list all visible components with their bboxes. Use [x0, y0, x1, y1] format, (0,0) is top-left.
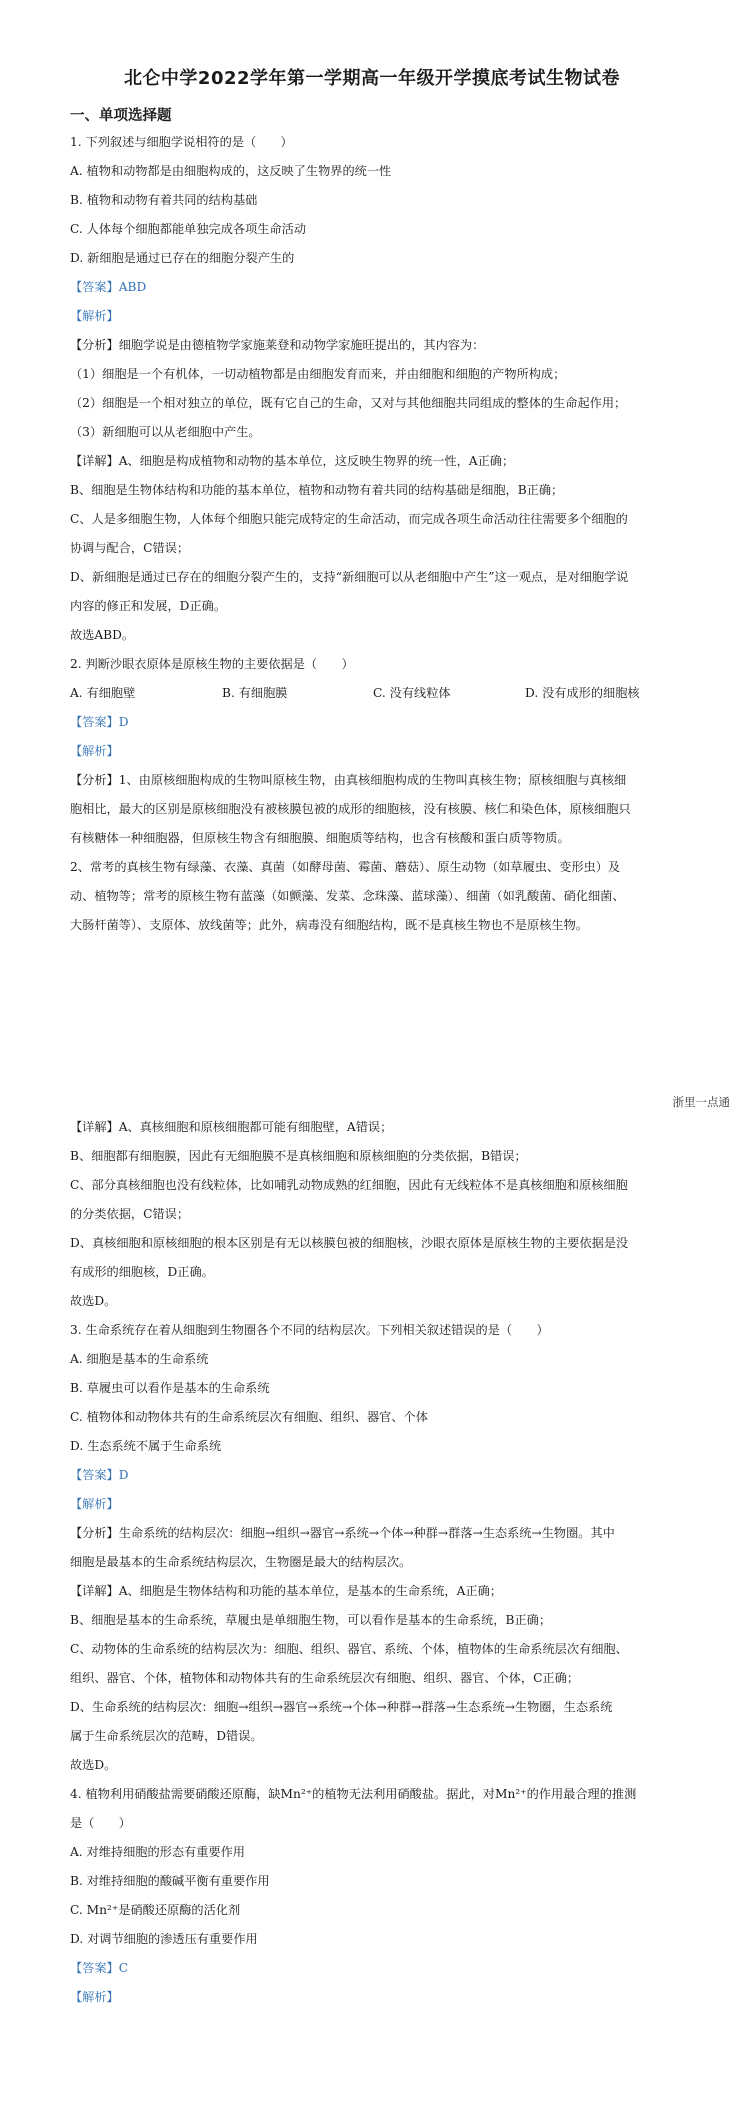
q2-detail-line: C、部分真核细胞也没有线粒体，比如哺乳动物成熟的红细胞，因此有无线粒体不是真核细胞和原核细胞 — [70, 1178, 628, 1192]
q1-analysis-line: （2）细胞是一个相对独立的单位，既有它自己的生命，又对与其他细胞共同组成的整体的生命起作用； — [70, 396, 627, 410]
q2-option-d: D. 没有成形的细胞核 — [525, 686, 640, 700]
q4-answer: 【答案】C — [70, 1961, 129, 1975]
q4-option-c: C. Mn²⁺是硝酸还原酶的活化剂 — [70, 1903, 241, 1917]
q1-stem: 1. 下列叙述与细胞学说相符的是（ ） — [70, 135, 293, 149]
q2-analysis-line: 动、植物等；常考的原核生物有蓝藻（如颤藻、发菜、念珠藻、蓝球藻）、细菌（如乳酸菌、硝化细菌、 — [70, 889, 625, 903]
q2-detail-line: B、细胞都有细胞膜，因此有无细胞膜不是真核细胞和原核细胞的分类依据，B错误； — [70, 1149, 527, 1163]
q1-option-b: B. 植物和动物有着共同的结构基础 — [70, 193, 258, 207]
q2-analysis-line: 大肠杆菌等）、支原体、放线菌等；此外，病毒没有细胞结构，既不是真核生物也不是原核生物。 — [70, 918, 588, 932]
q3-detail-line: B、细胞是基本的生命系统，草履虫是单细胞生物，可以看作是基本的生命系统，B正确； — [70, 1613, 552, 1627]
q2-analysis-line: 【分析】1、由原核细胞构成的生物叫原核生物，由真核细胞构成的生物叫真核生物；原核细胞与真核细 — [70, 773, 627, 787]
q2-analysis-label: 【解析】 — [70, 744, 119, 758]
q2-detail-line: 【详解】A、真核细胞和原核细胞都可能有细胞壁，A错误； — [70, 1120, 393, 1134]
q1-detail-line: 内容的修正和发展，D正确。 — [70, 599, 227, 613]
q3-option-a: A. 细胞是基本的生命系统 — [70, 1352, 209, 1366]
q3-conclusion: 故选D。 — [70, 1758, 117, 1772]
q4-stem-cont: 是（ ） — [70, 1816, 131, 1830]
q2-stem: 2. 判断沙眼衣原体是原核生物的主要依据是（ ） — [70, 657, 354, 671]
q2-option-b: B. 有细胞膜 — [222, 686, 288, 700]
q1-answer: 【答案】ABD — [70, 280, 147, 294]
q1-detail-line: 【详解】A、细胞是构成植物和动物的基本单位，这反映生物界的统一性，A正确； — [70, 454, 515, 468]
q4-stem: 4. 植物利用硝酸盐需要硝酸还原酶，缺Mn²⁺的植物无法利用硝酸盐。据此，对Mn²⁺的作用最合理的推测 — [70, 1787, 637, 1801]
q4-option-d: D. 对调节细胞的渗透压有重要作用 — [70, 1932, 258, 1946]
q2-detail-line: D、真核细胞和原核细胞的根本区别是有无以核膜包被的细胞核，沙眼衣原体是原核生物的主要依据是没 — [70, 1236, 629, 1250]
section-heading: 一、单项选择题 — [70, 108, 172, 124]
q3-detail-line: D、生命系统的结构层次：细胞→组织→器官→系统→个体→种群→群落→生态系统→生物圈，生态系统 — [70, 1700, 613, 1714]
q3-answer: 【答案】D — [70, 1468, 129, 1482]
q1-analysis-line: 【分析】细胞学说是由德植物学家施莱登和动物学家施旺提出的，其内容为： — [70, 338, 485, 352]
q1-detail-line: D、新细胞是通过已存在的细胞分裂产生的，支持“新细胞可以从老细胞中产生”这一观点，是对细胞学说 — [70, 570, 629, 584]
q3-analysis-line: 【分析】生命系统的结构层次：细胞→组织→器官→系统→个体→种群→群落→生态系统→生物圈。其中 — [70, 1526, 615, 1540]
q4-option-a: A. 对维持细胞的形态有重要作用 — [70, 1845, 245, 1859]
watermark-text: 浙里一点通 — [672, 1095, 730, 1109]
q2-analysis-line: 有核糖体一种细胞器，但原核生物含有细胞膜、细胞质等结构，也含有核酸和蛋白质等物质。 — [70, 831, 570, 845]
q2-answer: 【答案】D — [70, 715, 129, 729]
page-title: 北仑中学2022学年第一学期高一年级开学摸底考试生物试卷 — [123, 68, 621, 89]
q1-option-d: D. 新细胞是通过已存在的细胞分裂产生的 — [70, 251, 295, 265]
q2-analysis-line: 2、常考的真核生物有绿藻、衣藻、真菌（如酵母菌、霉菌、蘑菇）、原生动物（如草履虫、变形虫）及 — [70, 860, 621, 874]
q2-detail-line: 的分类依据，C错误； — [70, 1207, 190, 1221]
q2-option-a: A. 有细胞壁 — [70, 686, 136, 700]
q3-stem: 3. 生命系统存在着从细胞到生物圈各个不同的结构层次。下列相关叙述错误的是（ ） — [70, 1323, 549, 1337]
q3-detail-line: 属于生命系统层次的范畴，D错误。 — [70, 1729, 263, 1743]
q1-detail-line: C、人是多细胞生物，人体每个细胞只能完成特定的生命活动，而完成各项生命活动往往需要多个细胞的 — [70, 512, 628, 526]
q3-option-d: D. 生态系统不属于生命系统 — [70, 1439, 222, 1453]
q3-analysis-line: 细胞是最基本的生命系统结构层次，生物圈是最大的结构层次。 — [70, 1555, 412, 1569]
q2-option-c: C. 没有线粒体 — [373, 686, 451, 700]
q4-analysis-label: 【解析】 — [70, 1990, 119, 2004]
q3-option-c: C. 植物体和动物体共有的生命系统层次有细胞、组织、器官、个体 — [70, 1410, 428, 1424]
q2-conclusion: 故选D。 — [70, 1294, 117, 1308]
q1-detail-line: B、细胞是生物体结构和功能的基本单位，植物和动物有着共同的结构基础是细胞，B正确； — [70, 483, 564, 497]
q1-analysis-line: （1）细胞是一个有机体，一切动植物都是由细胞发育而来，并由细胞和细胞的产物所构成； — [70, 367, 566, 381]
q1-detail-line: 协调与配合，C错误； — [70, 541, 190, 555]
q1-option-c: C. 人体每个细胞都能单独完成各项生命活动 — [70, 222, 307, 236]
q3-detail-line: C、动物体的生命系统的结构层次为：细胞、组织、器官、系统、个体，植物体的生命系统层次有细胞、 — [70, 1642, 628, 1656]
q1-analysis-line: （3）新细胞可以从老细胞中产生。 — [70, 425, 261, 439]
q1-analysis-label: 【解析】 — [70, 309, 119, 323]
q3-detail-line: 组织、器官、个体，植物体和动物体共有的生命系统层次有细胞、组织、器官、个体，C正确； — [70, 1671, 580, 1685]
q3-option-b: B. 草履虫可以看作是基本的生命系统 — [70, 1381, 270, 1395]
q1-option-a: A. 植物和动物都是由细胞构成的，这反映了生物界的统一性 — [70, 164, 392, 178]
q1-conclusion: 故选ABD。 — [70, 628, 135, 642]
q3-analysis-label: 【解析】 — [70, 1497, 119, 1511]
q4-option-b: B. 对维持细胞的酸碱平衡有重要作用 — [70, 1874, 270, 1888]
q2-detail-line: 有成形的细胞核，D正确。 — [70, 1265, 214, 1279]
q2-analysis-line: 胞相比，最大的区别是原核细胞没有被核膜包被的成形的细胞核，没有核膜、核仁和染色体，原核细胞只 — [70, 802, 631, 816]
q3-detail-line: 【详解】A、细胞是生物体结构和功能的基本单位，是基本的生命系统，A正确； — [70, 1584, 502, 1598]
